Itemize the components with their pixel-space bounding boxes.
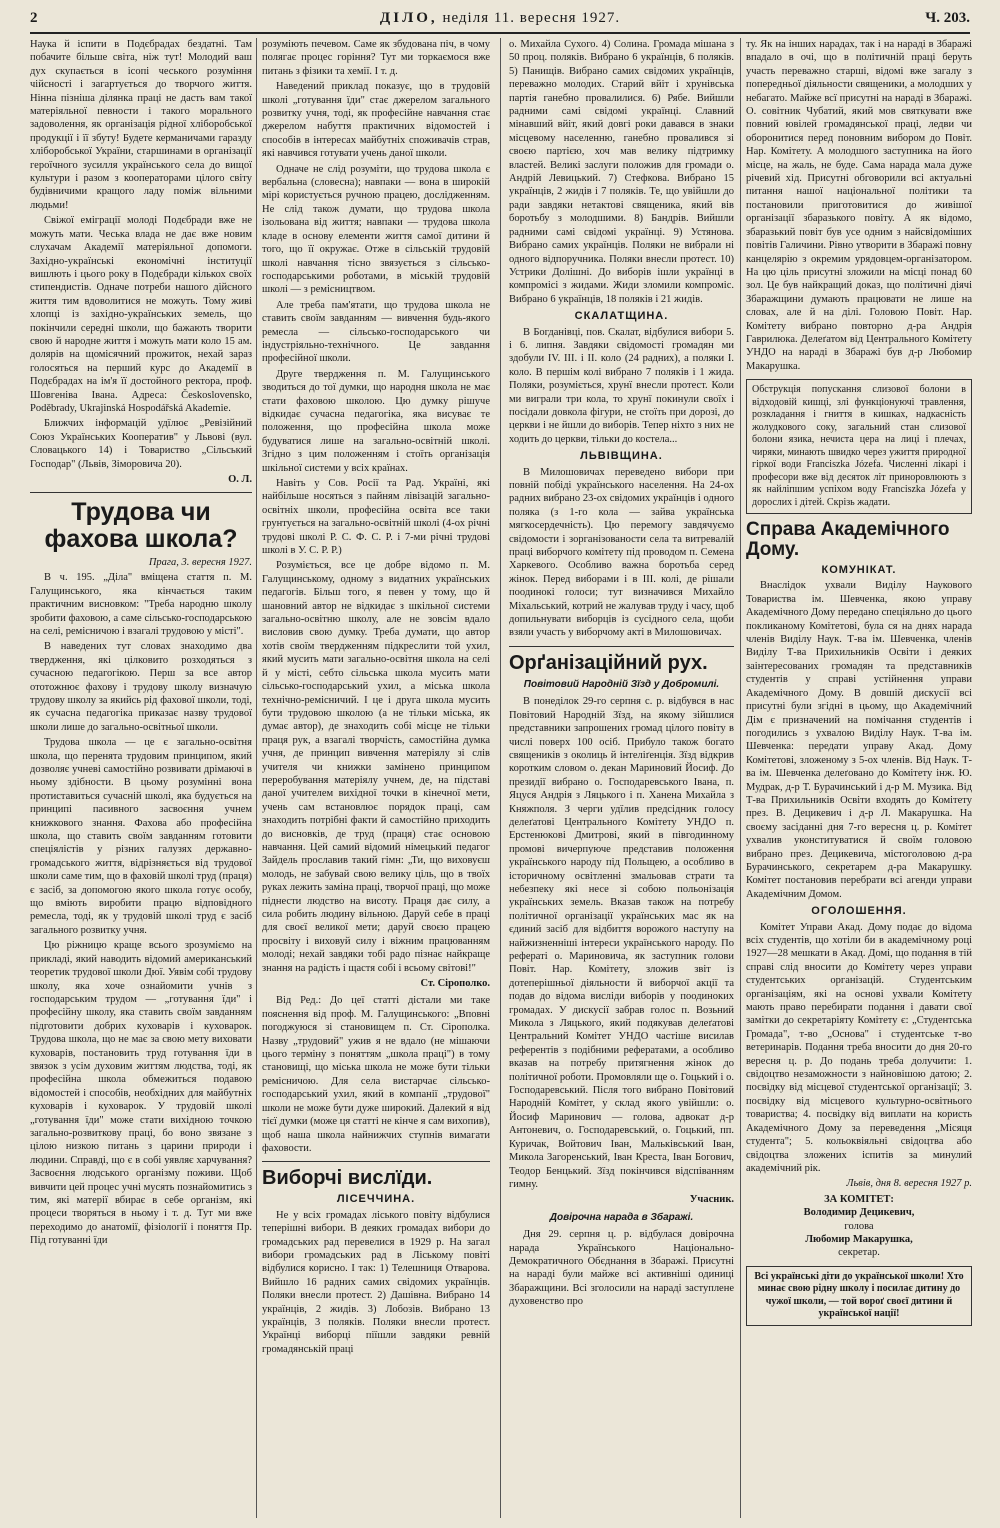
paragraph: Розуміється, все це добре відомо п. М. Галущинському, одному з видатних українських педагогів. Більш того, я певен у тому, що й шановний автор не відкидає з шкільної системи загально-освітню школу, але не зовсім вдало висловив свою думку. Треба думати, що автор хотів своїм твердженням підкреслити той ухил, який мусить мати загально-освітня школа на селі й у місті, себто сільська школа мусить мати сільсько-господарський ухил, а міська школа технічно-ремісничий. І це і друга школа мусить бути трудовою школою (а не тільки міська, як думає автор), де знаходить собі місце не тільки праця рук, а взагалі творчість, самостійна думка учня, де принцип вивчення матеріялу зі слів учителя чи книжки замінено принципом переробування матеріялу учнем, де, на підставі даної учителем вихідної точки в кінечної мети, учень сам встановлює порядок праці, сам знаходить потрібні факти й самостійно приходить до висновків, де труд (праця) стає основою навчання. Цей самий відомий німецький педагог Зайдель прославив такий гімн: „Ти, що виховуєш молодь, не забувай свою велику ціль, що в твоїх руках лежить заміна праці, творчої праці, що може піднести людство на висоту. Праця дає силу, а сила робить людину вільною. Даруй себе в праці для своєї великої мети; даруй своєю працею просвіту і виховуй силу і віжним працюванням молоді; нехай завдяки тобі радо пізнає найкраще знання на радість і щастя собі і всьому світові!" bbox=[262, 560, 490, 974]
paragraph: Комітет Управи Акад. Дому подає до відома всіх студентів, що хотіли би в академічному році 1927—28 мешкати в Акад. Домі, що подання в тій справі слід вносити до Комітету через управи студентських організацій. Студентським організаціям, які на основі ухвали Комітету мають право перебирати подання і давати свої замітки до секретаріяту Комітету є: „Студентська Громада", т-во „Основа" і студентське т-во ветеринарів. Подання треба вносити до дня 20-го вересня ц. р. До подань треба долучити: 1. свідоцтво незаможности з найновішою датою; 2. посвідку від місцевої студентської організації; 3. посвідку від місцевого культурно-освітнього товариства; 4. посвідку від виплати на користь Академічного Дому за переведення „Місяця студента"; 5. кольоквіяльні свідоцтва або свідоцтва зложених іспитів за минулий академічний рік. bbox=[746, 921, 972, 1174]
paragraph: ту. Як на інших нарадах, так і на нараді в Збаражі впадало в очі, що в політичній праці беруть участь переважно старші, відомі вже загалу з попередньої діяльности священики, а молодших у небагато. Майже всї присутні на нараді в Збаражі. О. совітник Чубатий, який мов святкувати вже повний ювілей громадянської праці, ледви чи оборонитися перед поновним вибором до Повіт. Нар. Комітету. А молодшого заступника на його місце, на жаль, не буде. Сама нарада мала дуже річевий хід. Присутні обговорили всі актуальні питання нашої національної політики та постановили приготовитися до живішої організації збаразького повіту. А як відомо, збаразький повіт був усе одним з найсвідоміших повітів Галичини. Рівно утворити в Збаражі повну канцелярію з окремим урядовцем-організатором. На цю ціль присутні зложили на місці понад 60 зол. Це був найкращий доказ, що політичні діячі Збаражщини думають працювати не лише на словах, але й на ділі. Головою Повіт. Нар. Комітету вибрано повторно д-ра Андрія Гаврилюка. Делеґатом від Центрального Комітету УНДО на нараді в Збаражі був д-р Любомир Макарушка. bbox=[746, 39, 972, 372]
advertisement-box bbox=[746, 379, 972, 514]
dateline: Прага, 3. вересня 1927. bbox=[148, 556, 252, 568]
paragraph: Ближчих інформацій удїлює „Ревізійний Союз Українських Кооператив" у Львові (вул. Словацького 14) і Товариство „Сільський Господар" (Львів, Зіморовича 20). bbox=[30, 418, 252, 470]
signature: Учасник. bbox=[689, 1194, 734, 1206]
masthead-line bbox=[30, 10, 970, 27]
page-header bbox=[30, 8, 970, 34]
paragraph: Від Ред.: До цеї статті дістали ми таке пояснення від проф. М. Галущинського: „Вповні погоджуюся зі становищем п. Ст. Сірополка. Назву „трудовий" ужив я не вдало (не мішаючи цього терміну з поняттям „школа праці") в тому становищі, що міська школа не може бути тільки ремісничою. Для села вистарчає сільсько-господарський ухил, який в компанії „трудової" школи не може бути дуже широкий. Далекий я від тієї думки (може ця статті не кінче я сам вихопив), щоб наша школа найнижчих ступнів вимагати фаховости. bbox=[262, 995, 490, 1154]
paragraph: Трудова школа — це є загально-освітня школа, що перенята трудовим принципом, який дозволяє учневі самостійно розвивати дрімаючі в ньому здібности. В цьому розумінні вона протиставиться сучасній школі, яка будується на принципі пасивного засвоєння учнем книжкового знання. Фахова або професійна школа, що ставить своїм завданням готовити спеціялістів у різних галузях державно-громадського життя, відрізняється від трудової школи саме тим, що в фаховій школі труд (праця) є засіб, за допомогою якого школа готує особу, що вміють виробити працю відповідного ремесла, тоді, як у трудовій школі труд є засіб загального розвитку учня. bbox=[30, 737, 252, 936]
article-title: Трудова чи фахова школа? bbox=[44, 498, 238, 553]
paragraph: В понеділок 29-го серпня с. р. відбувся в нас Повітовий Народній Зїзд, на якому зійшлися представники запрошених громад цілого повіту в числі поверх 100 осіб. Прибуло також богато священиків з околиць й інтеліґенція. Зїзд відкрив коротким словом о. декан Мариновий Йосиф. До президії вибрано о. Господаревського Івана, п. Яцуся Андрія з Ляцького і п. Ханена Михайла з Княжполя. З черги удїлив предсідник голосу делеґатові Центрального Комітету УНДО п. Ерстенюкові Дмитрові, який в півгодинному промові вичерпуюче представив положення українського народу під Польщею, а особливо в історичному освітленні змальовав страти та небезпеку які несе зі собою польонізація українських земель. Вказав також на потребу політичної організації українських мас як на єдиний засіб для відбиття ворожого наступу на найжизненніші інтереси українського народу. По рефераті о. Мариновича, як заступник голови Повіт. Нар. Комітету, зложив звіт із дотеперішньої діяльности й виборчої акції та подав до відома висліди виборів у поодиноких громадах. У дискусії забрав голос п. Возьний Микола з Ляцького, який подякував делеґатові Центральний Комітет УНДО частіше висилав референтів з подібними рефератами, а особливо вказав на потребу притягнення жінок до політичної роботи. Промовляли ще о. Гоцький і о. Господаревський. Після того вибрано Повітовий Народній Комітет, у склад якого увійшли: о. Йосиф Маринович — голова, адвокат д-р Антоневич, о. Господаревський, о. Гоцький, пп. Куричак, Войтович Іван, Мальківський Іван, Микола Загоренський, Іван Креста, Іван Богович, Теодор Бенцький. Зїзд покінчився відспіванням гимну. bbox=[509, 696, 734, 1190]
section-heading: КОМУНІКАТ. bbox=[821, 564, 897, 577]
page-number: 2 bbox=[30, 10, 38, 26]
section-heading: ЛЬВІВЩИНА. bbox=[580, 450, 663, 463]
paragraph: Навіть у Сов. Росії та Рад. Україні, які найбільше носяться з пайням лівізацій загально-освітніх школи, професійна освіта все таки грунтується на загально-освітній школі (4-ох річні трудові школі Р. С. Ф. С. Р. і 7-ми річні трудові школі в У. С. Р. Р.) bbox=[262, 478, 490, 557]
issue-date: неділя 11. вересня 1927. bbox=[442, 10, 621, 26]
column-3 bbox=[509, 38, 734, 1520]
masthead: ДІЛО, bbox=[379, 10, 438, 26]
paragraph: Наведений приклад показує, що в трудовій школі „готування їди" стає джерелом загального розвитку учня, тоді, як професійне навчання стає джерелом набуття практичних відомостей і способів в інтересах майбутніх споживачів страв, які навчився готувати учень даної школи. bbox=[262, 81, 490, 160]
paragraph: Внаслідок ухвали Виділу Наукового Товариства ім. Шевченка, якою управу Академічного Дому передано спеціяльно до цього покликаному Комітетові, була ся на днях нарада членів Виділу Наук. Т-ва ім. Шевченка, членів Виділу Т-ва Прихильників Освіти і деяких заінтересованих громадян та представників студентів у справі устійнення управи Академічного Дому. В довшій дискусії всі присутні були згідні в цьому, що Академічний Дім є призначений на помічання студентів і погодились з ухвалою Виділу Наук. Т-ва ім. Шевченка: передати управу Акад. Дому Комітетові, зложеному з 5-ох членів. Від Наук. Т-ва ім. Шевченка делеґовано до Комітету інж. Ю. Мудрак, д-р Т. Бурачинський і д-р М. Музика. Від Т-ва Прихильників Освіти входять до Комітету през. В. Децикевич і д-р Л. Макарушка. На своєму засіданні дня 7-го вересня ц. р. Комітет ухвалив уконституватися й своїм головою вибрано през. Децикевича, містоголовою д-ра Бурачинського, секретарем д-ра Макарушку. Комітет постановив перебрати всі агенди управи Академічним Домом. bbox=[746, 580, 972, 900]
paragraph: Цю ріжницю краще всього зрозуміємо на прикладі, який наводить відомий американський теоретик трудової школи Дюї. Уявім собі трудову школу, яка хоче ознайомити учнів з господарським трудом — „готування їди" і професійну школу, яка ставить своїм завданням підготовити добрих куховарів і куховарок. Трудова школа, що не має за свою мету виховати куховарів, постановить труд готування їди в звязок з усім духовим життям людства, тоді, як професійна школа обмежиться подавою відомостей і способів, необхідних для майбутніх куховарів і куховарок. У трудовій школі „готування їди" може стати вихідною точкою загально-розвиткову праці, бо воно звязане з цілою низкою питань з царини природи і людини. Справді, що є в собі уявляє харчування? Засвоєння людського організму поживи. Щоб вивчити цей процес учні мусять познайомитись з тим, які матерії вбирає в себе організм, які процеси творяться в ньому і т. д. Тут ми вже переходимо до анатомії, фізіології і поняття Пр. Під готуванні їди bbox=[30, 940, 252, 1247]
column-rule bbox=[256, 38, 257, 1518]
signatory-name: Володимир Децикевич, bbox=[803, 1207, 915, 1219]
appeal-text: Всі українські діти до української школи! Хто минає свою рідну школу і посилає дитину до чужої школи, — той вороґ своєї дитини й української нації! bbox=[754, 1270, 964, 1320]
paragraph: Не у всіх громадах ліського повіту відбулися теперішні вибори. В деяких громадах вибори до громадських рад перевелися в 1929 р. На загал вибори громадських рад в Ліському повіті відбулися корисно. І так: 1) Телешниця Отварова. Вийшло 16 радних самих свідомих українців. Поляки внесли протест. 2) Дашівна. Вибрано 14 українців, 2 жидів. 3) Лобозів. Вибрано 13 українців, 3 поляків. Поляки внесли протест. Українці виборці піїшли завдяки ревній громадянській праці bbox=[262, 1209, 490, 1355]
divider bbox=[30, 492, 252, 493]
paragraph: В ч. 195. „Діла" вміщена стаття п. М. Галущинського, яка кінчається таким практичним висновком: "Треба народню школу зробити фаховою, а саме сільсько-господарською на селі, ремісничою і взагалі трудовою у місті". bbox=[30, 572, 252, 637]
divider bbox=[509, 646, 734, 647]
paragraph: Але треба пам'ятати, що трудова школа не ставить своїм завданням — вивчення будь-якого ремесла — сільсько-господарського чи індустріяльно-технічного. Це завдання професійної школи. bbox=[262, 299, 490, 365]
paragraph: Дня 29. серпня ц. р. відбулася довірочна нарада Українського Національно-Демократичного Обєднання в Збаражі. Присутні на нараді були майже всі активніші одиниці Збаражщини. Всі зголосили на нараді заступлене духовенство про bbox=[509, 1229, 734, 1308]
column-1 bbox=[30, 38, 252, 1520]
column-2 bbox=[262, 38, 490, 1520]
article-title: Виборчі вислїди. bbox=[262, 1167, 433, 1190]
section-heading: ОГОЛОШЕННЯ. bbox=[811, 905, 907, 918]
committee-label: ЗА КОМІТЕТ: bbox=[824, 1193, 894, 1205]
paragraph: о. Михайла Сухого. 4) Солина. Громада мішана з 50 проц. поляків. Вибрано 6 українців, 6 поляків. 5) Панищів. Вибрано самих свідомих українців, переважно молодих. Старий вйіт і хрунівська партія ганебно провалилися. 6) Рябе. Вийшли радними самі свідомі українці. Славний мінавший вйіт, який довгі роки давався в знаки місцевому населенню, ганебно провалився зі своєю партією, хоч мав велику підтримку властей. Великі заслуги положив для громади о. Андрій Левицький. 7) Стефкова. Вибрано 15 українців, 2 жидів і 7 поляків. Те, що увійшли до ради завдяки нетактові священика, який вів боротьбу з молодшими. 8) Бандрів. Вийшли радними самі свідомі українці. 9) Устянова. Вибрано самих українців. Поляки не вибрали ні одного відпоручника. Поляки внесли протест. 10) Устрики Долішні. До виборів ішли українці в компромісі з жидами. Жиди зломили компроміс. Вибрано 6 українців, 18 поляків і 21 жидів. bbox=[509, 39, 734, 305]
article-title: Справа Академічного Дому. bbox=[746, 519, 950, 561]
column-4 bbox=[746, 38, 972, 1520]
issue-number: Ч. 203. bbox=[925, 10, 970, 26]
paragraph: Свіжої еміграції молоді Подєбради вже не можуть мати. Чеська влада не дає вже новим слухачам Академії матеріяльної допомоги. Західно-українські економічні інституції вишлють і цього року в Подєбради кількох своїх стипендистів. Одначе потреби нашого дійсного життя тим вдоволитися не можуть. Тому живі хлопці із західно-українських земель, що покінчили середні школи, що бажають творити свою й народне життя і можуть мати коло 15 ам. долярів на щомісячний прожиток, нехай зараз голосяться на перший курс до Академії в Подєбрадах на ім'я її достойного ректора, проф. Шовгеніва Івана. Адреса: Československo, Poděbrady, Ukrajinská Hospodářská Akademie. bbox=[30, 215, 252, 414]
signatory-role: голова bbox=[844, 1220, 874, 1232]
paragraph: Друге твердження п. М. Галущинського зводиться до тої думки, що народня школа не має стати фаховою школою. Цю думку рішуче відкидає сучасна педагогіка, яка висуває те положення, що професійна школа може будуватися лише на загально-освітній школі. Згідно з цим положенням і стоїть організація шкільної системи у всіх країнах. bbox=[262, 368, 490, 474]
signature: О. Л. bbox=[228, 474, 252, 485]
paragraph: Наука й іспити в Подєбрадах бездатні. Там побачите більше світа, ніж тут! Молодий ваш дух скупається в ісопі чеського розуміння чійсності і загартується до творчого життя. Нінна пізніша ділянка праці не дасть вам такої матеріяльної певности і такого морального задоволення, як організація рідної хліборобської продукції і її збуту! Будете керманичами гаразду хліборобської України, старшинами в організації героїчного зусилля українського села до вищої культури і разом з кооператорами цілого світу будівничими кращого ладу поміж вільними людьми! bbox=[30, 39, 252, 211]
section-subheading: Повітовий Народній Зїзд у Добромилі. bbox=[523, 678, 720, 690]
advertisement-text: Обструкція попускання слизової болони в відходовій кишці, злі функціонуючі травлення, розкладання і гниття в кишках, надкасність жолудкового соку, загальний стан слизової болони язика, нечиста цера на лиці і плечах, чиряки, минають швидко через ужиття природної гіркої води Franciszka Józefa. Численні лікарі і професори вже від десяток літ приноровлюють з як найліпшим успіхом воду Franciszka Józefa у дорослих і дітей. Скрізь жадати. bbox=[752, 384, 966, 508]
paragraph: В Милошовичах переведено вибори при повній побіді українського населення. На 24-ох радних вибрано 23-ох свідомих українців і одного поляка (з 1-го кола — зайва українська мягкосердечність). Цю перемогу завдячуємо свідомости і зорганізованости села та витревалій праці виборчого комітету під проводом п. Семена Харкевого. Особливо важна боротьба серед жінок. Перед виборами і в III. колі, де рішали поодинокі голоси; тут визначився Михайло Міхальський, котрий не жалував труду і часу, щоб допильнувати виборців із сусідного села, щоби взяли участь у виборчому акті в Милошовичах. bbox=[509, 466, 734, 639]
paragraph: розуміють печевом. Саме як збудована піч, в чому полягає процес горіння? Тут ми торкаємося вже питань з фізики та хемії. І т. д. bbox=[262, 39, 490, 77]
section-subheading: Довірочна нарада в Збаражі. bbox=[549, 1211, 694, 1223]
signatory-name: Любомир Макарушка, bbox=[805, 1233, 913, 1245]
article-title: Орґанізаційний рух. bbox=[509, 651, 708, 674]
section-heading: ЛІСЕЧЧИНА. bbox=[336, 1193, 416, 1206]
section-heading: СКАЛАТЩИНА. bbox=[574, 310, 669, 323]
paragraph: В Богданівці, пов. Скалат, відбулися вибори 5. і 6. липня. Завдяки свідомості громадян ми здобули IV. III. і II. коло (24 радних), а поляки I. коло. В першім колі вибрано 7 поляків і 1 жида. Поляки, розуміється, хрунї внесли протест. Коли ми виграли три кола, то хрунї покинули своїх і посідали довкола фігури, не стоїть при дорозі, до церкви і не йшли до виборів. Тепер ніхто з них не ходить до церкви, тільки до костела... bbox=[509, 326, 734, 445]
signatory-role: секретар. bbox=[838, 1247, 880, 1259]
column-rule bbox=[500, 38, 501, 1518]
paragraph: В наведених тут словах знаходимо два твердження, які цілковито розходяться з сучасною педагогікою. Перш за все автор ототожнює фахову і трудову школу визначую трудову школу за якийсь рід фахової школи, тоді, як сучасна педагогіка приказає назву трудової школи лише до загально-освітньої школи. bbox=[30, 641, 252, 733]
column-rule bbox=[740, 38, 741, 1518]
divider bbox=[262, 1161, 490, 1162]
sign-date: Львів, дня 8. вересня 1927 р. bbox=[846, 1178, 972, 1190]
paragraph: Одначе не слід розуміти, що трудова школа є вербальна (словесна); навпаки — вона в широкій мірі користується ручною працею, дослідженням. Не слід також думати, що трудова школа ізольована від життя; навпаки — трудова школа кладе в основу елементи життя самої дитини й того, що її окружає. Отже в сільській трудовій школі навчання тісно звязується з сільсько-господарськими роботами, в міській трудовій школі — з ремісництвом. bbox=[262, 163, 490, 296]
appeal-box bbox=[746, 1266, 972, 1326]
signature: Ст. Сірополко. bbox=[420, 978, 490, 990]
